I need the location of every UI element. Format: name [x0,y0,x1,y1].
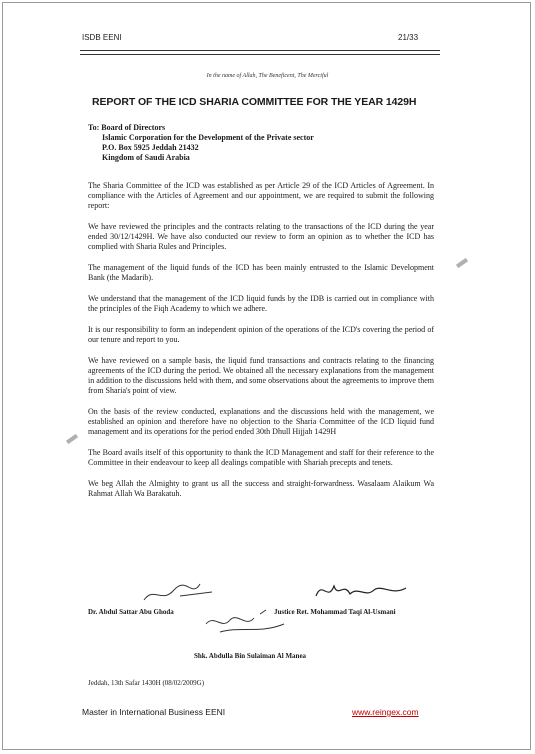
header-rule [80,50,440,51]
signature-center-name: Shk. Abdulla Bin Sulaiman Al Manea [194,652,307,660]
header-rule [80,54,440,55]
paragraph: We understand that the management of the ICD liquid funds by the IDB is carried out in compliance with the principles of the Fiqh Academy to which we adhere. [88,294,434,313]
addressee-label: To: Board of Directors [88,123,166,132]
signature-right-name: Justice Ret. Mohammad Taqi Al-Usmani [274,608,396,616]
paragraph: The management of the liquid funds of the ICD has been mainly entrusted to the Islamic Development Bank (the Madarib). [88,263,434,282]
signature-left-scribble [140,578,220,606]
paragraph: It is our responsibility to form an independent opinion of the operations of the ICD's covering the period of our tenure and report to you. [88,325,434,344]
page-number: 21/33 [398,33,419,42]
header-left: ISDB EENI [82,33,122,42]
footer-link[interactable]: www.reingex.com [352,707,419,717]
signature-left-name: Dr. Abdul Sattar Abu Ghoda [88,608,174,616]
report-title: REPORT OF THE ICD SHARIA COMMITTEE FOR THE YEAR 1429H [92,96,417,108]
paragraph: We beg Allah the Almighty to grant us all the success and straight-forwardness. Wasalaam Alaikum Wa Rahmat Allah Wa Barakatuh. [88,479,434,498]
signature-right-scribble [312,576,412,606]
paragraph: We have reviewed on a sample basis, the liquid fund transactions and contracts relating to the financing agreements of the ICD during the period. We obtained all the necessary explanations from the management in addition to the discussions held with them, and some observations about the agreements to improve them from Sharia's point of view. [88,356,434,395]
addressee-line: P.O. Box 5925 Jeddah 21432 [102,143,199,152]
addressee-line: Kingdom of Saudi Arabia [102,153,190,162]
paragraph: The Sharia Committee of the ICD was established as per Article 29 of the ICD Articles of Agreement. In compliance with the Articles of Agreement and our appointment, we are required to submit the following report: [88,181,434,210]
basmala: In the name of Allah, The Beneficent, The Merciful [206,73,329,79]
addressee-line: Islamic Corporation for the Development of the Private sector [102,133,314,142]
footer-title: Master in International Business EENI [82,707,226,717]
report-date: Jeddah, 13th Safar 1430H (08/02/2009G) [88,679,205,687]
paragraph: On the basis of the review conducted, explanations and the discussions held with the management, we established an opinion and therefore have no objection to the Sharia Committee of the ICD liquid fund management and its operations for the period ended 30th Dhull Hijjah 1429H [88,407,434,436]
paragraph: We have reviewed the principles and the contracts relating to the transactions of the ICD during the year ended 30/12/1429H. We have also conducted our review to form an opinion as to whether the ICD has complied with Sharia Rules and Principles. [88,222,434,251]
paragraph: The Board avails itself of this opportunity to thank the ICD Management and staff for their reference to the Committee in their endeavour to keep all dealings compatible with Shariah precepts and tenets. [88,448,434,467]
report-body [88,181,434,510]
addressee-block [88,123,314,163]
